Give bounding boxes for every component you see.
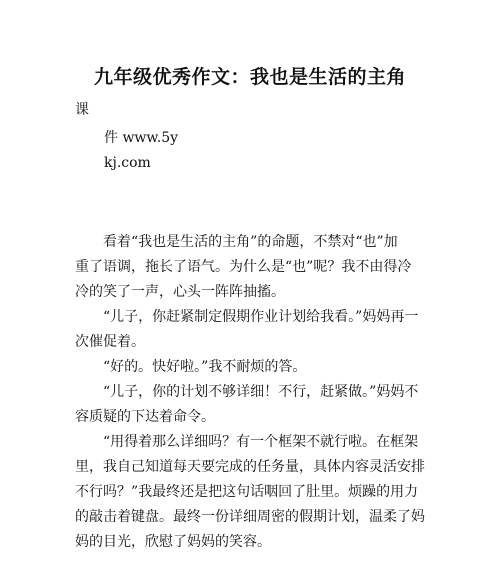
- text-line: 里，我自己知道每天要完成的任务量，具体内容灵活安排: [75, 459, 425, 475]
- paragraph: [75, 305, 425, 355]
- paragraph: [75, 230, 425, 305]
- meta-line: 课: [75, 102, 89, 118]
- document-title: 九年级优秀作文：我也是生活的主角: [93, 66, 406, 88]
- text-line: “儿子，你赶紧制定假期作业计划给我看。”妈妈再一: [75, 309, 419, 325]
- meta-line: 件 www.5y: [104, 130, 179, 146]
- paragraph: [75, 380, 425, 430]
- paragraph: [75, 430, 425, 555]
- text-line: 次催促着。: [75, 334, 145, 350]
- text-line: 不行吗？”我最终还是把这句话咽回了肚里。烦躁的用力: [75, 484, 419, 500]
- text-line: “用得着那么详细吗？有一个框架不就行啦。在框架: [75, 434, 419, 450]
- text-line: 的敲击着键盘。最终一份详细周密的假期计划，温柔了妈: [75, 509, 425, 525]
- text-line: “儿子，你的计划不够详细！不行，赶紧做。”妈妈不: [75, 384, 419, 400]
- text-line: “好的。快好啦。”我不耐烦的答。: [75, 359, 307, 375]
- paragraph: [75, 355, 425, 380]
- text-line: 看着“我也是生活的主角”的命题，不禁对“也”加: [75, 234, 398, 250]
- text-line: 容质疑的下达着命令。: [75, 409, 215, 425]
- text-line: 重了语调，拖长了语气。为什么是“也”呢？我不由得冷: [75, 259, 412, 275]
- meta-line: kj.com: [104, 155, 151, 171]
- text-line: 冷的笑了一声，心头一阵阵抽搐。: [75, 284, 285, 300]
- text-line: 妈的目光，欣慰了妈妈的笑容。: [75, 534, 271, 550]
